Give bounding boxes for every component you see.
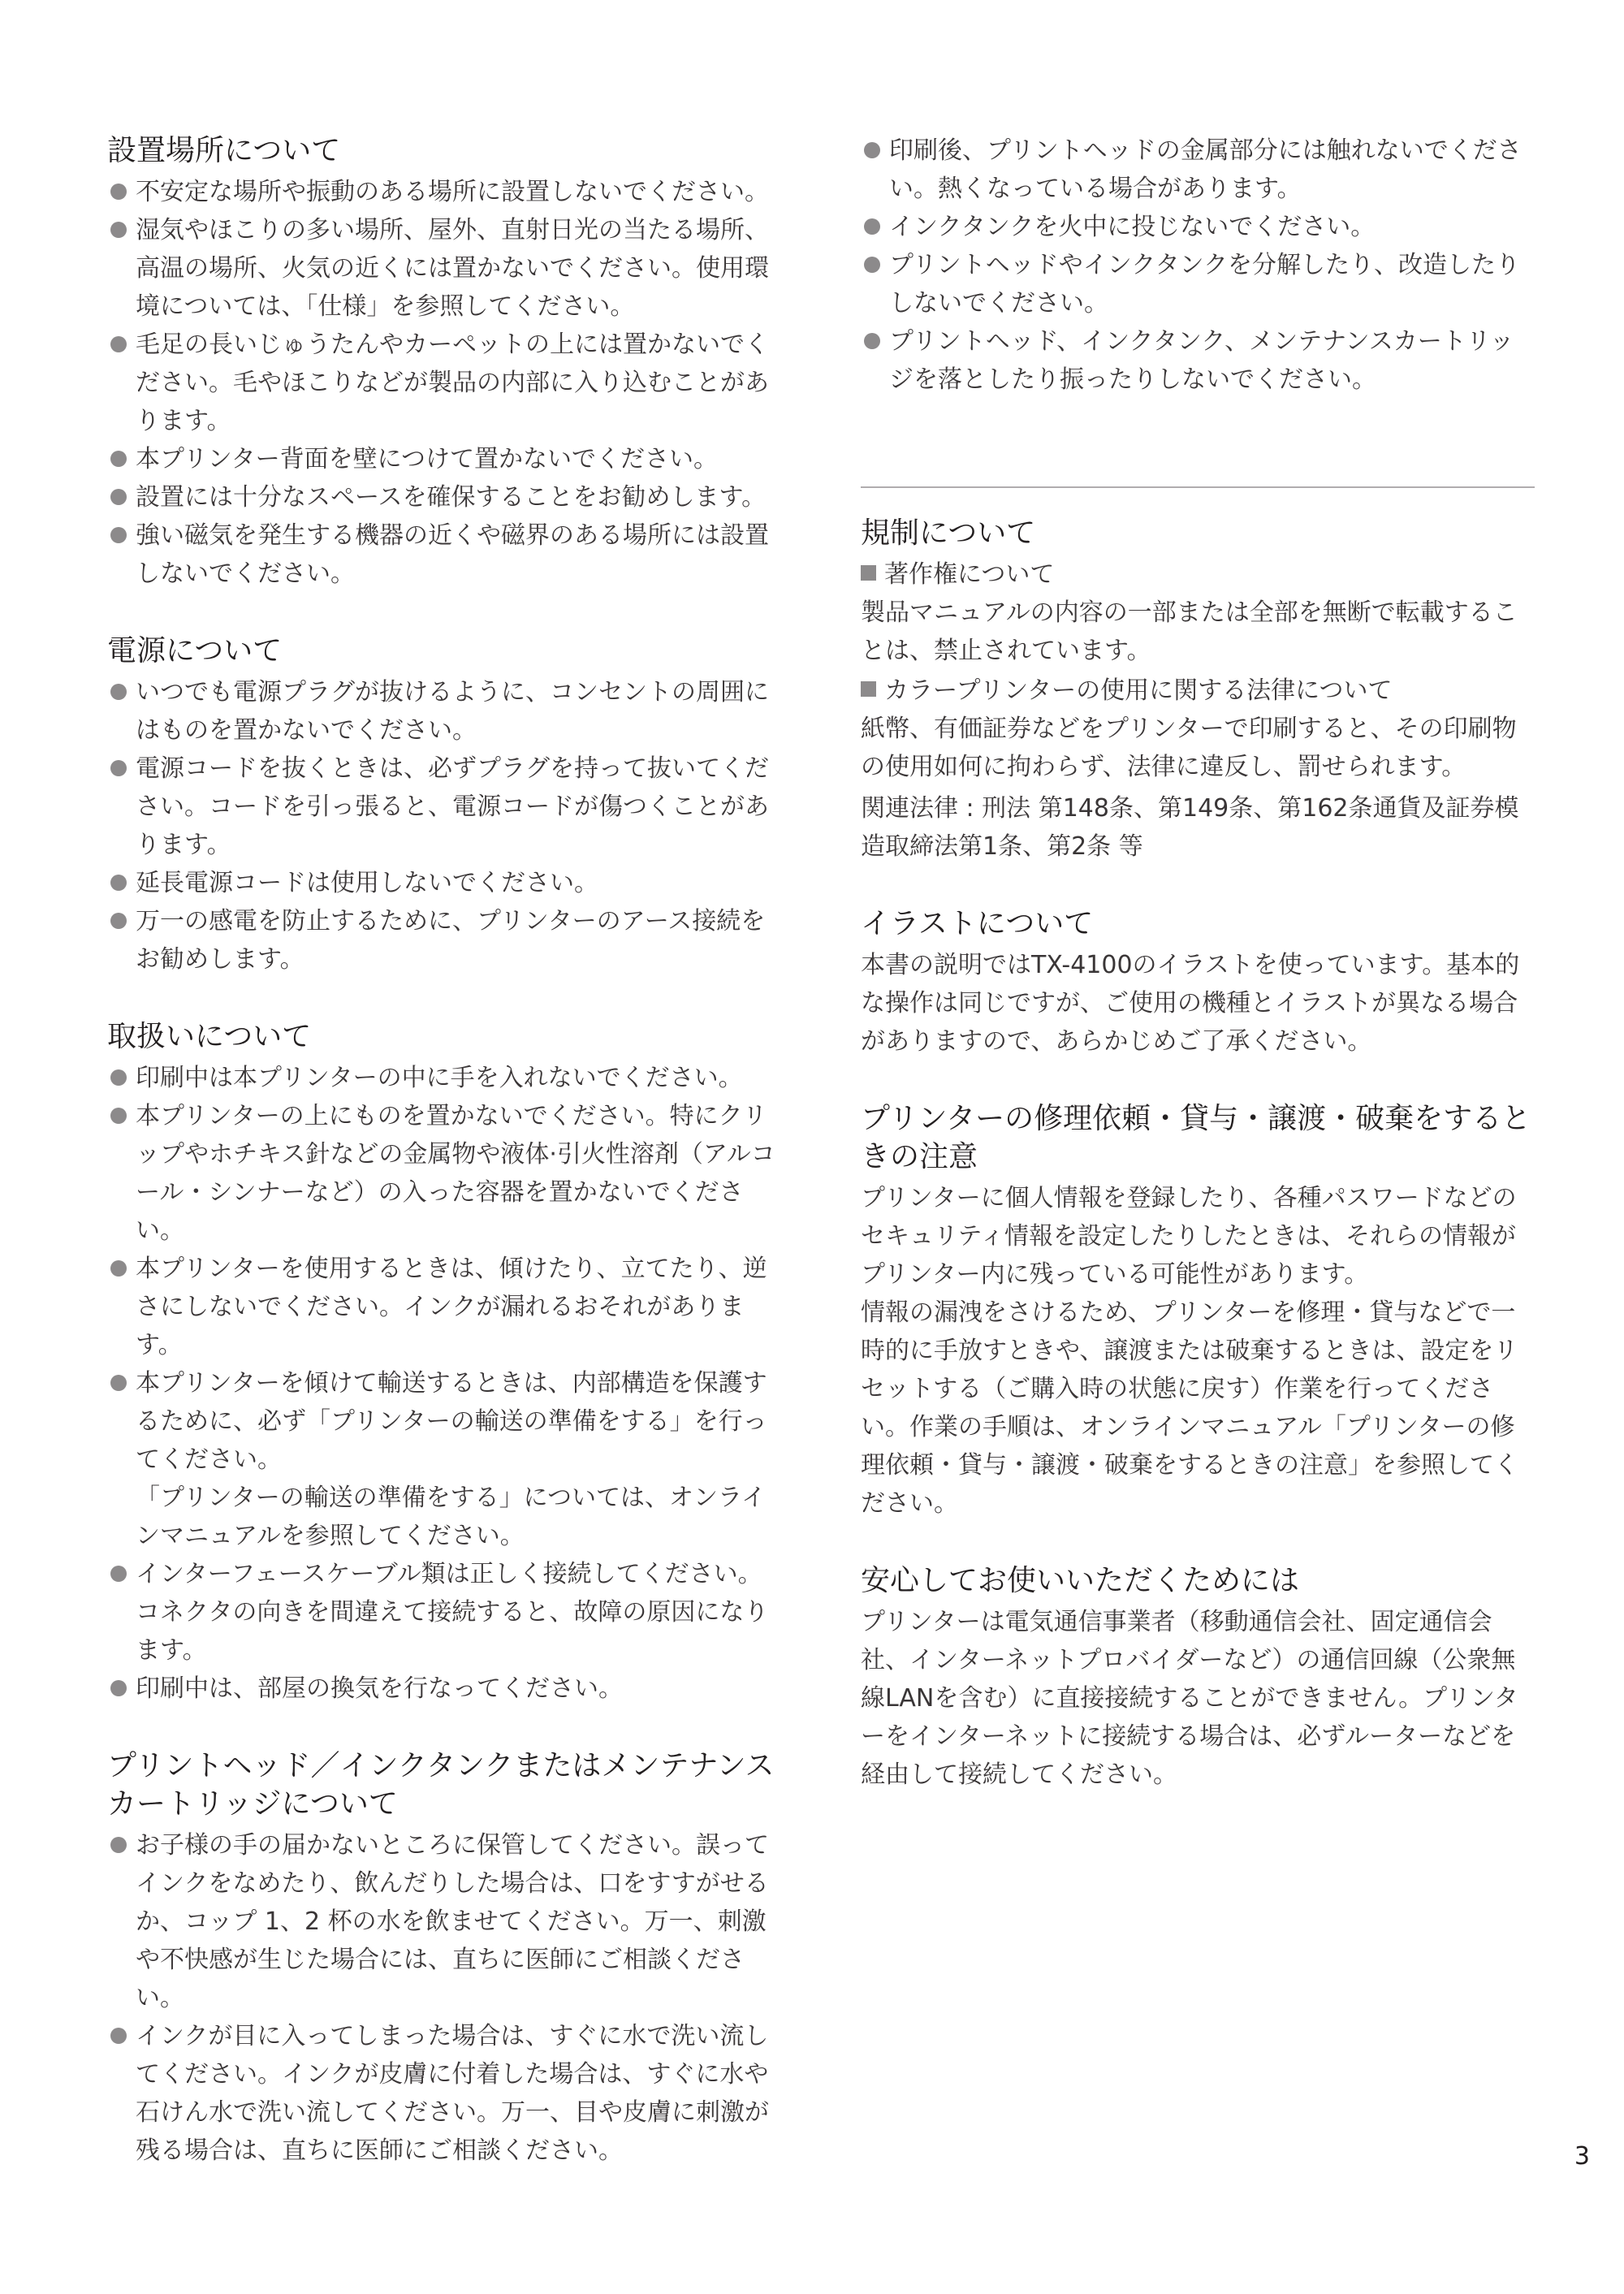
installation-heading: 設置場所について — [107, 134, 341, 167]
related-law-text: 関連法律 : 刑法 第148条、第149条、第162条通貨及証券模造取締法第1条、第2条 等 — [861, 794, 1519, 861]
repair-heading: プリンターの修理依頼・貸与・譲渡・破棄をするときの注意 — [861, 1102, 1531, 1173]
list-item: 本プリンター背面を壁につけて置かないでください。 — [107, 440, 777, 478]
list-item: 本プリンターの上にものを置かないでください。特にクリップやホチキス針などの金属物や液体·引火性溶剤（アルコール・シンナーなど）の入った容器を置かないでください。 — [107, 1097, 777, 1250]
printhead-list — [107, 1826, 777, 2170]
square-bullet-icon — [861, 681, 876, 697]
safety-heading: 安心してお使いいただくためには — [861, 1564, 1300, 1597]
regulations-heading: 規制について — [861, 516, 1036, 550]
left-column — [107, 132, 777, 2209]
printhead-continued-list — [861, 132, 1535, 399]
handling-list — [107, 1059, 777, 1708]
printhead-heading: プリントヘッド／インクタンクまたはメンテナンスカートリッジについて — [107, 1749, 775, 1821]
list-item: インターフェースケーブル類は正しく接続してください。コネクタの向きを間違えて接続すると、故障の原因になります。 — [107, 1555, 777, 1670]
list-item: 本プリンターを傾けて輸送するときは、内部構造を保護するために、必ず「プリンターの輸送の準備をする」を行ってください。 「プリンターの輸送の準備をする」については、オンラインマニュアルを参照してください。 — [107, 1364, 777, 1555]
list-item: インクが目に入ってしまった場合は、すぐに水で洗い流してください。インクが皮膚に付着した場合は、すぐに水や石けん水で洗い流してください。万一、目や皮膚に刺激が残る場合は、直ちに医師にご相談ください。 — [107, 2017, 777, 2170]
handling-section — [107, 1017, 777, 1708]
color-law-text: 紙幣、有価証券などをプリンターで印刷すると、その印刷物の使用如何に拘わらず、法律に違反し、罰せられます。 — [861, 715, 1517, 781]
list-item: 湿気やほこりの多い場所、屋外、直射日光の当たる場所、高温の場所、火気の近くには置かないでください。使用環境については、「仕様」を参照してください。 — [107, 211, 777, 326]
repair-text-2: 情報の漏洩をさけるため、プリンターを修理・貸与などで一時的に手放すときや、譲渡または破棄するときは、設定をリセットする（ご購入時の状態に戻す）作業を行ってください。作業の手順は、オンラインマニュアル「プリンターの修理依頼・貸与・譲渡・破棄をするときの注意」を参照してください。 — [861, 1298, 1518, 1518]
power-list — [107, 673, 777, 979]
illustrations-text: 本書の説明ではTX-4100のイラストを使っています。基本的な操作は同じですが、ご使用の機種とイラストが異なる場合がありますので、あらかじめご了承ください。 — [861, 951, 1520, 1056]
power-heading: 電源について — [107, 634, 283, 667]
copyright-subheading — [861, 555, 1535, 594]
handling-heading: 取扱いについて — [107, 1020, 312, 1053]
section-divider — [861, 486, 1535, 488]
list-item: お子様の手の届かないところに保管してください。誤ってインクをなめたり、飲んだりした場合は、口をすすがせるか、コップ 1、2 杯の水を飲ませてください。万一、刺激や不快感が生じた場合には、直ちに医師にご相談ください。 — [107, 1826, 777, 2017]
power-section — [107, 632, 777, 979]
page-number: 3 — [1574, 2142, 1590, 2171]
list-item: 印刷中は、部屋の換気を行なってください。 — [107, 1670, 777, 1708]
illustrations-section — [861, 905, 1535, 1061]
list-item: 電源コードを抜くときは、必ずプラグを持って抜いてください。コードを引っ張ると、電源コードが傷つくことがあります。 — [107, 750, 777, 864]
regulations-section — [861, 514, 1535, 866]
list-item: プリントヘッド、インクタンク、メンテナンスカートリッジを落としたり振ったりしないでください。 — [861, 322, 1535, 399]
list-item: 本プリンターを使用するときは、傾けたり、立てたり、逆さにしないでください。インクが漏れるおそれがあります。 — [107, 1250, 777, 1364]
list-item: 印刷後、プリントヘッドの金属部分には触れないでください。熱くなっている場合があります。 — [861, 132, 1535, 208]
copyright-text: 製品マニュアルの内容の一部または全部を無断で転載することは、禁止されています。 — [861, 598, 1518, 665]
illustrations-heading: イラストについて — [861, 907, 1094, 940]
repair-text-1: プリンターに個人情報を登録したり、各種パスワードなどのセキュリティ情報を設定したりしたときは、それらの情報がプリンター内に残っている可能性があります。 — [861, 1184, 1517, 1289]
installation-section — [107, 132, 777, 593]
repair-section — [861, 1099, 1535, 1523]
list-item: 印刷中は本プリンターの中に手を入れないでください。 — [107, 1059, 777, 1097]
safety-text: プリンターは電気通信事業者（移動通信会社、固定通信会社、インターネットプロバイダーなど）の通信回線（公衆無線LANを含む）に直接接続することができません。プリンターをインターネットに接続する場合は、必ずルーターなどを経由して接続してください。 — [861, 1608, 1518, 1789]
list-item: 不安定な場所や振動のある場所に設置しないでください。 — [107, 173, 777, 211]
color-law-subheading — [861, 672, 1535, 710]
square-bullet-icon — [861, 565, 876, 581]
list-item: 延長電源コードは使用しないでください。 — [107, 864, 777, 902]
list-item: 万一の感電を防止するために、プリンターのアース接続をお勧めします。 — [107, 902, 777, 979]
installation-list — [107, 173, 777, 593]
right-column — [861, 132, 1535, 1833]
list-item: 毛足の長いじゅうたんやカーペットの上には置かないでください。毛やほこりなどが製品の内部に入り込むことがあります。 — [107, 326, 777, 440]
color-law-subheading-text: カラープリンターの使用に関する法律について — [884, 676, 1393, 705]
list-item: 強い磁気を発生する機器の近くや磁界のある場所には設置しないでください。 — [107, 516, 777, 593]
list-item: いつでも電源プラグが抜けるように、コンセントの周囲にはものを置かないでください。 — [107, 673, 777, 750]
safety-section — [861, 1562, 1535, 1794]
list-item: インクタンクを火中に投じないでください。 — [861, 208, 1535, 246]
list-item: 設置には十分なスペースを確保することをお勧めします。 — [107, 478, 777, 516]
printhead-section — [107, 1747, 777, 2170]
list-item: プリントヘッドやインクタンクを分解したり、改造したりしないでください。 — [861, 246, 1535, 322]
copyright-subheading-text: 著作権について — [884, 560, 1055, 589]
